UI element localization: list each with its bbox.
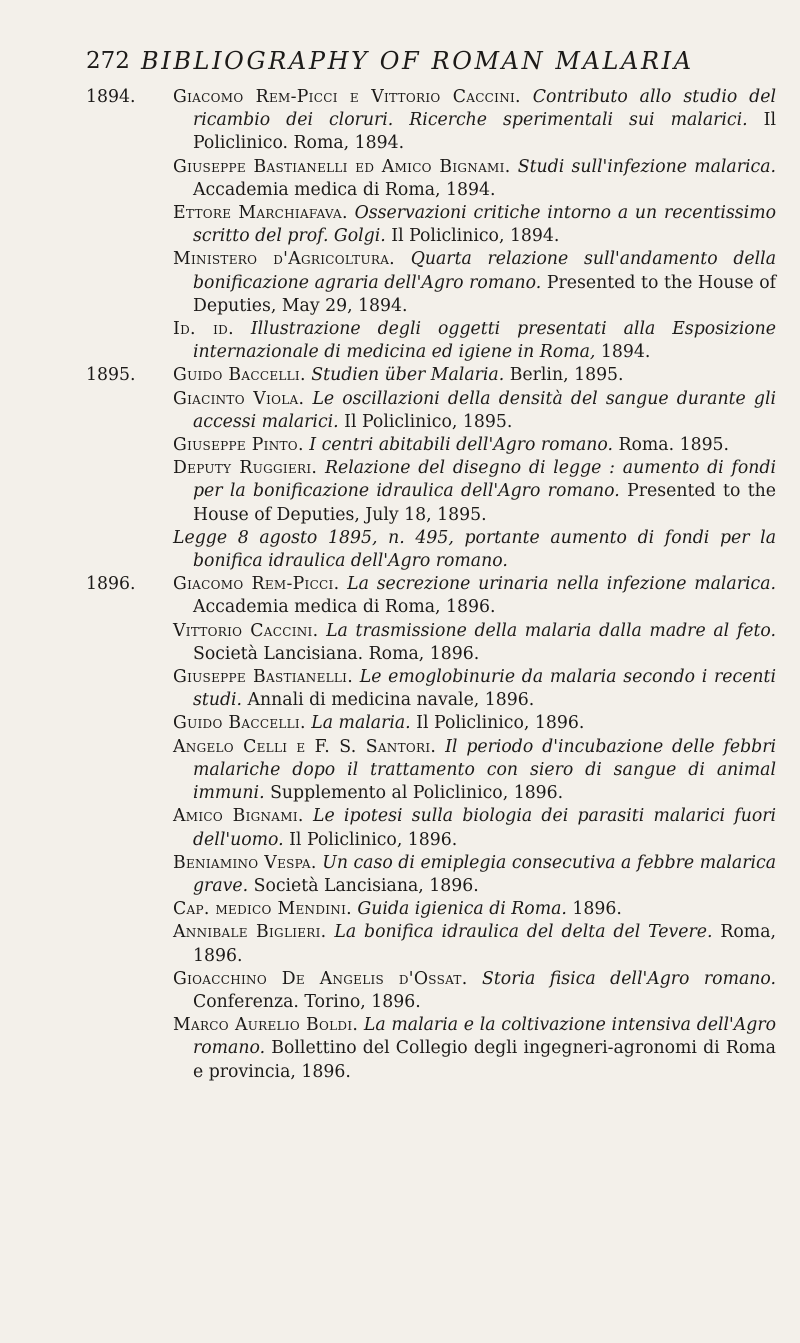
bibliography-entry <box>86 921 776 967</box>
bibliography-entry <box>86 968 776 1014</box>
entry-year: 1894. <box>86 87 136 107</box>
entry-publication: Conferenza. Torino, 1896. <box>193 991 421 1012</box>
entry-publication: Roma, 1896. <box>193 922 776 966</box>
entry-author: Giacomo Rem-Picci. <box>173 574 340 595</box>
bibliography-entry <box>86 712 776 735</box>
entry-title: Relazione del disegno di legge : aumento di fondi per la bonificazione idraulica dell'Agro romano. <box>193 458 776 502</box>
page-number: 272 <box>86 48 130 74</box>
bibliography-entry <box>86 202 776 248</box>
entry-author: Giacinto Viola. <box>173 388 305 409</box>
entry-author: Ettore Marchiafava. <box>173 203 348 224</box>
entry-author: Giuseppe Bastianelli. <box>173 667 354 688</box>
entry-title: Il periodo d'incubazione delle febbri malariche dopo il trattamento con siero di sangue di animal immuni. <box>193 736 777 804</box>
entry-title: Le oscillazioni della densità del sangue durante gli accessi malarici. <box>193 388 776 432</box>
entry-year: 1896. <box>86 574 136 595</box>
entry-publication: 1896. <box>572 899 622 920</box>
entry-author: Guido Baccelli. <box>173 365 306 386</box>
entry-publication: Società Lancisiana. Roma, 1896. <box>193 643 480 664</box>
bibliography-entry <box>86 527 776 573</box>
entry-publication: Bollettino del Collegio degli ingegneri-agronomi di Roma e provincia, 1896. <box>193 1038 776 1082</box>
bibliography-entry <box>86 86 776 156</box>
bibliography-entry <box>86 318 776 364</box>
bibliography-entry <box>86 666 776 712</box>
entry-publication: Presented to the House of Deputies, May 29, 1894. <box>193 272 777 316</box>
entry-title: La trasmissione della malaria dalla madre al feto. <box>326 620 776 641</box>
entry-title: Quarta relazione sull'andamento della bonificazione agraria dell'Agro romano. <box>193 249 776 293</box>
entry-author: Marco Aurelio Boldi. <box>173 1015 359 1036</box>
entry-publication: Presented to the House of Deputies, July 18, 1895. <box>193 481 776 525</box>
entry-publication: Il Policlinico, 1894. <box>391 226 560 247</box>
entry-title: Legge 8 agosto 1895, n. 495, portante aumento di fondi per la bonifica idraulica dell'Agro romano. <box>173 527 776 572</box>
entry-title: La malaria. <box>311 713 411 734</box>
bibliography-entry <box>86 898 776 921</box>
bibliography-entry <box>86 156 776 202</box>
entry-publication: Roma. 1895. <box>618 435 730 456</box>
bibliography-entry <box>86 364 776 387</box>
entry-publication: Supplemento al Policlinico, 1896. <box>270 783 564 804</box>
entry-publication: Il Policlinico. Roma, 1894. <box>193 110 776 154</box>
entry-year: 1895. <box>86 365 136 386</box>
entry-author: Deputy Ruggieri. <box>173 458 318 479</box>
entry-title: Storia fisica dell'Agro romano. <box>482 968 776 989</box>
entry-title: Le emoglobinurie da malaria secondo i recenti studi. <box>193 667 776 711</box>
entry-title: Studi sull'infezione malarica. <box>517 156 776 177</box>
entry-title: La bonifica idraulica del delta del Tevere. <box>334 922 713 943</box>
entry-publication: Berlin, 1895. <box>509 365 624 386</box>
bibliography-entry <box>86 388 776 434</box>
entry-author: Beniamino Vespa. <box>173 852 317 873</box>
entry-publication: Accademia medica di Roma, 1896. <box>193 597 496 618</box>
entry-author: Vittorio Caccini. <box>173 620 319 641</box>
entry-title: Illustrazione degli oggetti presentati alla Esposizione internazionale di medicina ed igiene in Roma, <box>193 319 776 363</box>
entry-author: Cap. medico Mendini. <box>173 899 352 920</box>
entry-author: Guido Baccelli. <box>173 713 306 734</box>
entry-publication: Il Policlinico, 1896. <box>416 713 585 734</box>
bibliography-entry <box>86 620 776 666</box>
bibliography-entry <box>86 573 776 619</box>
entry-author: Angelo Celli e F. S. Santori. <box>173 736 437 757</box>
entry-author: Gioacchino De Angelis d'Ossat. <box>173 968 468 989</box>
entry-author: Annibale Biglieri. <box>173 922 327 943</box>
page-header <box>86 48 776 78</box>
entry-publication: Il Policlinico, 1896. <box>289 829 458 850</box>
entry-author: Id. id. <box>173 319 234 340</box>
entry-title: Le ipotesi sulla biologia dei parasiti malarici fuori dell'uomo. <box>193 806 777 850</box>
bibliography-entry <box>86 248 776 318</box>
entry-title: La malaria e la coltivazione intensiva dell'Agro romano. <box>193 1015 776 1059</box>
entry-author: Amico Bignami. <box>173 806 304 827</box>
entry-author: Ministero d'Agricoltura. <box>173 249 395 270</box>
entry-author: Giuseppe Bastianelli ed Amico Bignami. <box>173 156 511 177</box>
entry-publication: Accademia medica di Roma, 1894. <box>193 179 496 200</box>
bibliography-list <box>86 86 776 1084</box>
entry-title: Studien über Malaria. <box>311 365 505 386</box>
entry-publication: Il Policlinico, 1895. <box>344 411 513 432</box>
entry-title: Contributo allo studio del ricambio dei cloruri. Ricerche sperimentali sui malarici. <box>193 87 776 131</box>
bibliography-entry <box>86 736 776 806</box>
entry-author: Giacomo Rem-Picci e Vittorio Caccini. <box>173 87 521 107</box>
entry-title: Osservazioni critiche intorno a un recentissimo scritto del prof. Golgi. <box>193 203 776 247</box>
entry-title: La secrezione urinaria nella infezione malarica. <box>347 574 776 595</box>
entry-author: Giuseppe Pinto. <box>173 435 304 456</box>
entry-title: Guida igienica di Roma. <box>357 899 567 920</box>
running-title: BIBLIOGRAPHY OF ROMAN MALARIA <box>141 47 694 75</box>
bibliography-entry <box>86 1014 776 1084</box>
entry-publication: Società Lancisiana, 1896. <box>253 875 479 896</box>
bibliography-entry <box>86 852 776 898</box>
entry-publication: Annali di medicina navale, 1896. <box>247 690 535 711</box>
bibliography-entry <box>86 457 776 527</box>
bibliography-entry <box>86 434 776 457</box>
entry-title: I centri abitabili dell'Agro romano. <box>309 435 613 456</box>
entry-title: Un caso di emiplegia consecutiva a febbre malarica grave. <box>193 852 776 896</box>
entry-publication: 1894. <box>600 342 651 363</box>
bibliography-entry <box>86 805 776 851</box>
